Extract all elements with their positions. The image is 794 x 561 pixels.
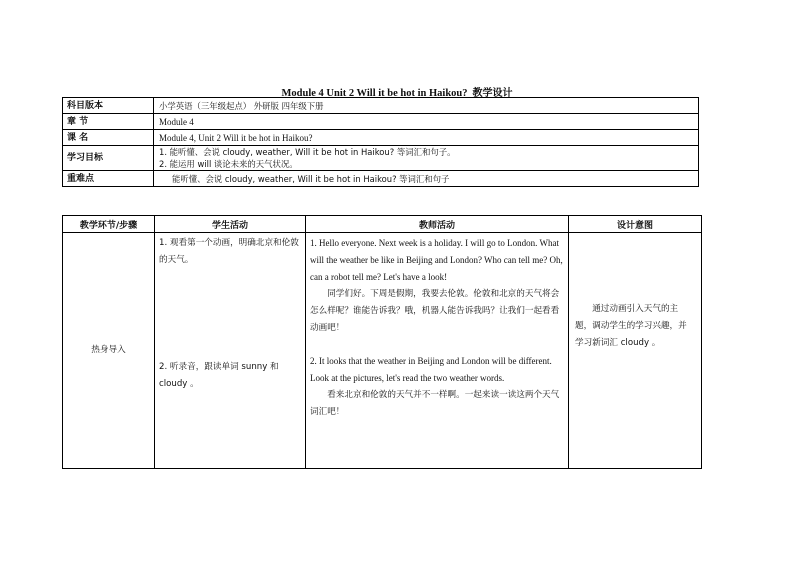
info-row-subject (63, 98, 699, 114)
design-intent-cell (569, 233, 702, 469)
title-english: Module 4 Unit 2 Will it be hot in Haikou? (281, 88, 468, 99)
student-activity-cell (155, 233, 306, 469)
teacher-activity-cell (306, 233, 569, 469)
info-row-lesson (63, 130, 699, 146)
teacher-activity-1-cn: 同学们好。下周是假期，我要去伦敦。伦敦和北京的天气将会怎么样呢？谁能告诉我？哦，机器人能告诉我吗？让我们一起看看动画吧！ (310, 289, 560, 333)
info-label-key: 重难点 (63, 171, 154, 187)
header-teacher: 教师活动 (306, 216, 569, 233)
course-info-table (62, 97, 699, 187)
header-stage: 教学环节/步骤 (63, 216, 155, 233)
stage-cell: 热身导入 (63, 233, 155, 469)
info-value-lesson: Module 4, Unit 2 Will it be hot in Haikou? (154, 130, 699, 146)
info-row-key (63, 171, 699, 187)
teacher-activity-2-en: 2. It looks that the weather in Beijing and London will be different. Look at the pictures, let's read the two weather words. (310, 356, 552, 383)
lesson-plan-row (63, 233, 702, 469)
info-label-chapter: 章 节 (63, 114, 154, 130)
header-design: 设计意图 (569, 216, 702, 233)
teacher-activity-1-en: 1. Hello everyone. Next week is a holiday. I will go to London. What will the weather be like in Beijing and London? Who can tell me? Oh, can a robot tell me? Let's have a look! (310, 238, 563, 282)
info-value-subject (154, 98, 699, 114)
student-activity-1: 1. 观看第一个动画，明确北京和伦敦的天气。 (159, 238, 299, 265)
goal-item: 2. 能运用 will 谈论未来的天气状况。 (159, 159, 298, 169)
design-intent-text: 通过动画引入天气的主题，调动学生的学习兴趣，并学习新词汇 cloudy 。 (575, 304, 687, 348)
lesson-plan-header-row (63, 216, 702, 233)
info-value-subject-text: 小学英语（三年级起点） 外研版 四年级下册 (159, 100, 324, 111)
info-value-chapter: Module 4 (154, 114, 699, 130)
info-row-goals (63, 146, 699, 171)
info-value-goals (154, 146, 699, 171)
info-row-chapter (63, 114, 699, 130)
goal-item: 1. 能听懂、会说 cloudy, weather, Will it be hot in Haikou? 等词汇和句子。 (159, 147, 456, 157)
student-activity-2: 2. 听录音，跟读单词 sunny 和 cloudy 。 (159, 362, 279, 389)
info-label-goals: 学习目标 (63, 146, 154, 171)
info-label-lesson: 课 名 (63, 130, 154, 146)
teacher-activity-2-cn: 看来北京和伦敦的天气并不一样啊。一起来读一读这两个天气词汇吧！ (310, 390, 560, 417)
title-chinese: 教学设计 (472, 88, 513, 99)
info-value-key: 能听懂、会说 cloudy, weather, Will it be hot in Haikou? 等词汇和句子 (154, 171, 699, 187)
info-label-subject: 科目版本 (63, 98, 154, 114)
header-student: 学生活动 (155, 216, 306, 233)
lesson-plan-table (62, 215, 702, 469)
